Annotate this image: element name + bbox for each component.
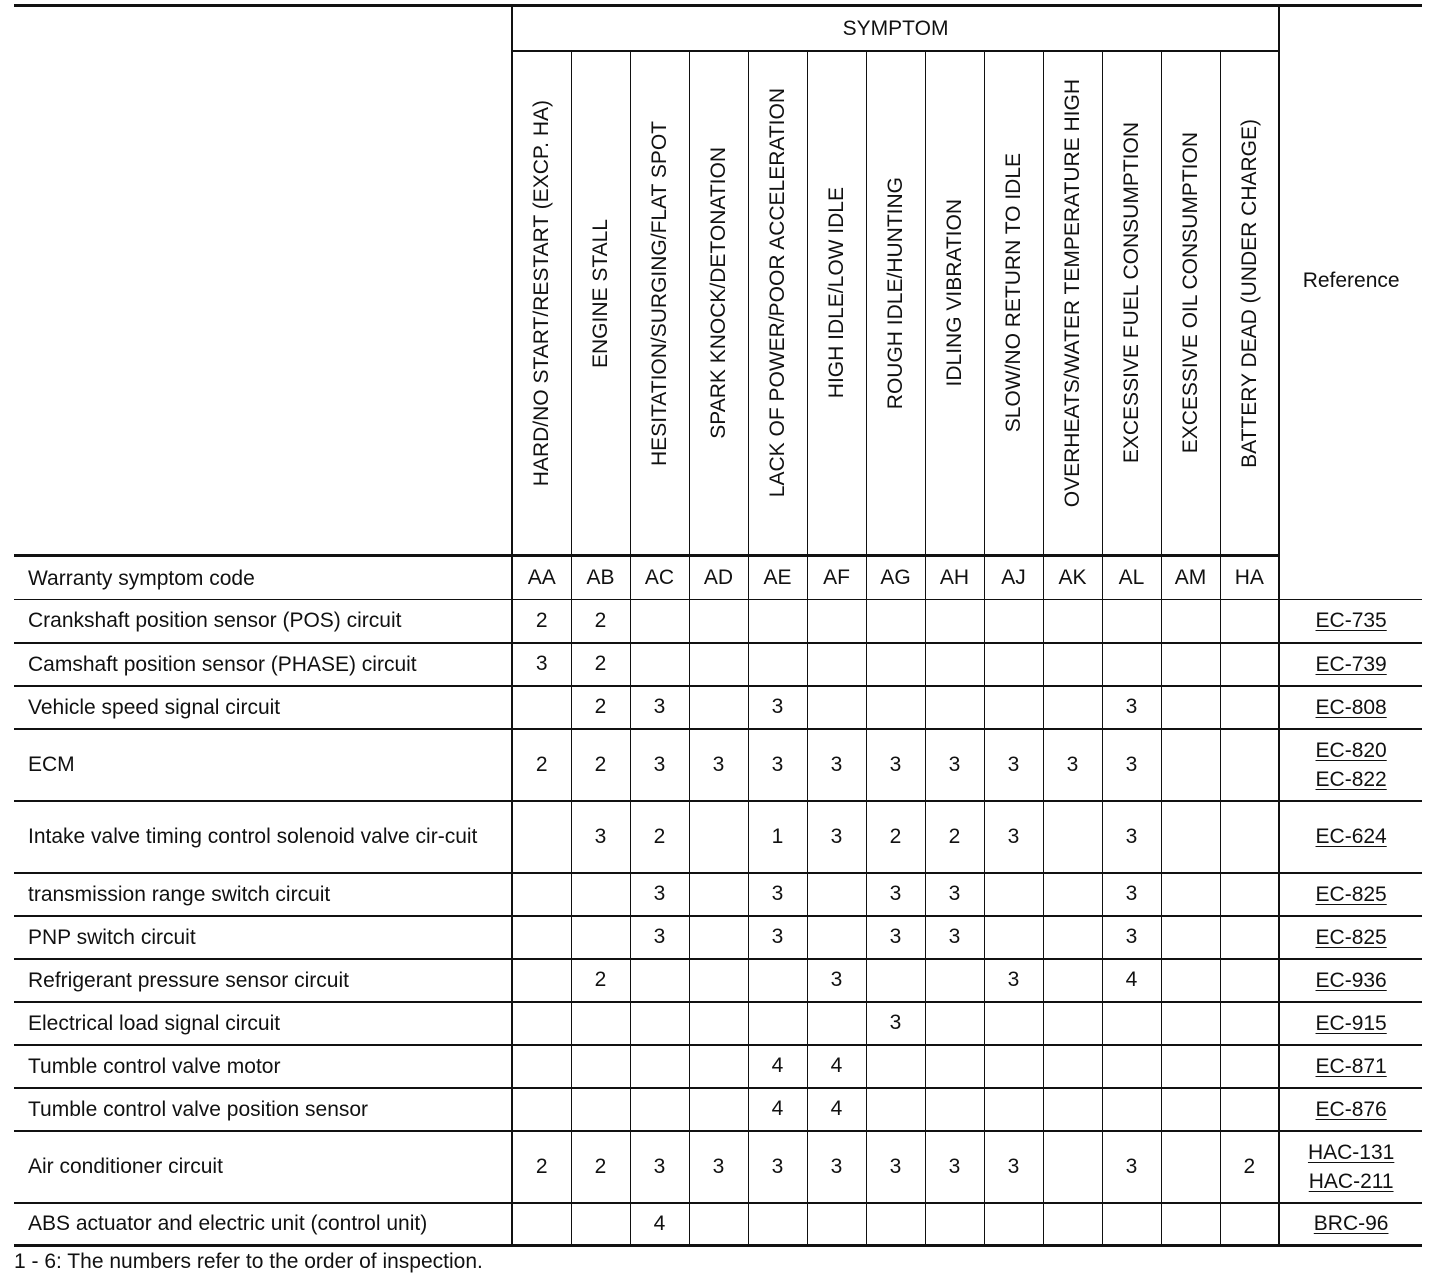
inspection-order-cell: 2 — [571, 959, 630, 1002]
inspection-order-cell: 3 — [748, 686, 807, 729]
warranty-code-cell: AC — [630, 556, 689, 600]
inspection-order-cell — [571, 1045, 630, 1088]
symptom-label: EXCESSIVE OIL CONSUMPTION — [1179, 132, 1202, 454]
warranty-code-row — [14, 556, 1422, 600]
inspection-order-cell: 3 — [984, 959, 1043, 1002]
inspection-order-cell — [866, 686, 925, 729]
inspection-order-cell: 3 — [512, 643, 571, 686]
inspection-order-cell — [984, 600, 1043, 643]
inspection-order-cell — [1102, 1002, 1161, 1045]
inspection-order-cell — [1161, 643, 1220, 686]
inspection-order-cell — [984, 916, 1043, 959]
inspection-order-cell — [689, 873, 748, 916]
reference-cell — [1279, 916, 1422, 959]
inspection-order-cell — [1043, 1045, 1102, 1088]
inspection-order-cell — [925, 1088, 984, 1131]
inspection-order-cell — [689, 1088, 748, 1131]
inspection-order-cell: 3 — [630, 686, 689, 729]
symptom-column-header — [984, 51, 1043, 556]
symptom-table — [14, 4, 1422, 1247]
inspection-order-cell — [630, 959, 689, 1002]
inspection-order-cell — [1161, 1045, 1220, 1088]
reference-cell — [1279, 873, 1422, 916]
reference-link[interactable]: EC-825 — [1315, 882, 1387, 906]
inspection-order-cell — [925, 1045, 984, 1088]
table-row — [14, 1045, 1422, 1088]
inspection-order-cell — [689, 686, 748, 729]
inspection-order-cell: 4 — [630, 1203, 689, 1246]
warranty-code-cell: HA — [1220, 556, 1279, 600]
inspection-order-cell — [630, 600, 689, 643]
inspection-order-cell — [1043, 1131, 1102, 1203]
table-row — [14, 729, 1422, 801]
row-label: Air conditioner circuit — [14, 1131, 512, 1203]
reference-cell — [1279, 643, 1422, 686]
symptom-label: HARD/NO START/RESTART (EXCP. HA) — [530, 99, 554, 487]
inspection-order-cell: 2 — [571, 600, 630, 643]
symptom-column-header — [630, 51, 689, 556]
reference-link[interactable]: EC-876 — [1315, 1097, 1387, 1121]
inspection-order-cell: 2 — [1220, 1131, 1279, 1203]
symptom-column-header — [689, 51, 748, 556]
inspection-order-cell: 3 — [689, 729, 748, 801]
inspection-order-cell — [925, 1203, 984, 1246]
inspection-order-cell — [689, 1203, 748, 1246]
table-corner — [14, 6, 512, 556]
inspection-order-cell: 4 — [748, 1045, 807, 1088]
reference-cell — [1279, 1088, 1422, 1131]
inspection-order-cell — [866, 959, 925, 1002]
symptom-column-header — [1220, 51, 1279, 556]
inspection-order-cell: 3 — [748, 1131, 807, 1203]
inspection-order-cell: 3 — [925, 729, 984, 801]
row-label: Tumble control valve motor — [14, 1045, 512, 1088]
inspection-order-cell — [630, 643, 689, 686]
inspection-order-cell — [925, 643, 984, 686]
inspection-order-cell — [1161, 1203, 1220, 1246]
inspection-order-cell — [807, 643, 866, 686]
inspection-order-cell: 3 — [866, 916, 925, 959]
inspection-order-cell: 3 — [866, 729, 925, 801]
inspection-order-cell — [512, 873, 571, 916]
inspection-order-cell: 3 — [807, 729, 866, 801]
inspection-order-cell — [512, 1088, 571, 1131]
inspection-order-cell — [1043, 801, 1102, 873]
inspection-order-cell — [984, 1088, 1043, 1131]
inspection-order-cell: 3 — [630, 916, 689, 959]
table-row — [14, 686, 1422, 729]
symptom-column-header — [512, 51, 571, 556]
inspection-order-cell: 3 — [689, 1131, 748, 1203]
inspection-order-cell — [1161, 801, 1220, 873]
inspection-order-cell — [1043, 959, 1102, 1002]
reference-cell — [1279, 1002, 1422, 1045]
inspection-order-cell — [512, 1203, 571, 1246]
inspection-order-cell: 3 — [925, 1131, 984, 1203]
reference-link[interactable]: EC-822 — [1315, 767, 1387, 791]
inspection-order-cell — [1161, 600, 1220, 643]
inspection-order-cell — [1043, 916, 1102, 959]
symptom-label: EXCESSIVE FUEL CONSUMPTION — [1120, 122, 1143, 464]
row-label: PNP switch circuit — [14, 916, 512, 959]
inspection-order-cell — [866, 600, 925, 643]
inspection-order-cell — [630, 1088, 689, 1131]
inspection-order-cell — [866, 1088, 925, 1131]
inspection-order-cell — [984, 1045, 1043, 1088]
inspection-order-cell — [630, 1002, 689, 1045]
inspection-order-cell — [1220, 1002, 1279, 1045]
inspection-order-cell — [866, 1203, 925, 1246]
inspection-order-cell — [1043, 686, 1102, 729]
inspection-order-cell — [1161, 916, 1220, 959]
inspection-order-cell: 3 — [748, 916, 807, 959]
inspection-order-cell — [1102, 1203, 1161, 1246]
inspection-order-cell — [689, 1045, 748, 1088]
inspection-order-cell — [925, 686, 984, 729]
inspection-order-cell: 3 — [866, 1131, 925, 1203]
reference-link[interactable]: EC-808 — [1315, 695, 1387, 719]
symptom-column-header — [1043, 51, 1102, 556]
inspection-order-cell — [807, 873, 866, 916]
inspection-order-cell — [512, 916, 571, 959]
inspection-order-cell: 3 — [748, 729, 807, 801]
inspection-order-cell — [1161, 1131, 1220, 1203]
inspection-order-cell — [571, 1088, 630, 1131]
inspection-order-cell: 3 — [925, 873, 984, 916]
inspection-order-cell: 3 — [630, 729, 689, 801]
table-row — [14, 1088, 1422, 1131]
table-row — [14, 873, 1422, 916]
inspection-order-cell: 2 — [925, 801, 984, 873]
inspection-order-cell — [1102, 600, 1161, 643]
inspection-order-cell — [689, 600, 748, 643]
row-label: ABS actuator and electric unit (control unit) — [14, 1203, 512, 1246]
warranty-code-cell: AH — [925, 556, 984, 600]
inspection-order-cell — [1043, 643, 1102, 686]
inspection-order-cell — [689, 1002, 748, 1045]
inspection-order-cell — [689, 959, 748, 1002]
table-row — [14, 1203, 1422, 1246]
reference-link[interactable]: EC-825 — [1315, 925, 1387, 949]
inspection-order-cell: 3 — [1102, 801, 1161, 873]
reference-cell — [1279, 801, 1422, 873]
inspection-order-cell: 3 — [866, 1002, 925, 1045]
reference-link[interactable]: EC-936 — [1315, 968, 1387, 992]
symptom-label: OVERHEATS/WATER TEMPERATURE HIGH — [1061, 78, 1084, 508]
inspection-order-cell: 3 — [984, 1131, 1043, 1203]
warranty-code-cell: AG — [866, 556, 925, 600]
warranty-code-cell: AD — [689, 556, 748, 600]
inspection-order-cell: 2 — [571, 686, 630, 729]
row-label: Intake valve timing control solenoid valve cir-cuit — [14, 801, 512, 873]
reference-cell — [1279, 1045, 1422, 1088]
inspection-order-cell — [984, 686, 1043, 729]
reference-empty-cell — [1279, 556, 1422, 600]
table-row — [14, 916, 1422, 959]
inspection-order-cell: 2 — [512, 600, 571, 643]
symptom-label: ROUGH IDLE/HUNTING — [884, 176, 907, 410]
inspection-order-cell — [866, 643, 925, 686]
inspection-order-cell — [807, 1203, 866, 1246]
inspection-order-cell: 3 — [866, 873, 925, 916]
inspection-order-cell — [984, 1002, 1043, 1045]
inspection-order-cell — [1161, 1088, 1220, 1131]
inspection-order-cell: 3 — [807, 801, 866, 873]
inspection-order-cell — [925, 959, 984, 1002]
inspection-order-cell: 2 — [512, 1131, 571, 1203]
reference-link[interactable]: EC-871 — [1315, 1054, 1387, 1078]
inspection-order-cell — [571, 1002, 630, 1045]
inspection-order-cell — [1220, 959, 1279, 1002]
reference-link[interactable]: EC-915 — [1315, 1011, 1387, 1035]
inspection-order-cell: 4 — [748, 1088, 807, 1131]
symptom-label: ENGINE STALL — [589, 218, 612, 368]
inspection-order-cell — [1220, 1088, 1279, 1131]
warranty-code-cell: AJ — [984, 556, 1043, 600]
reference-cell — [1279, 1203, 1422, 1246]
inspection-order-cell — [689, 916, 748, 959]
reference-link[interactable]: EC-624 — [1315, 825, 1387, 848]
warranty-code-cell: AM — [1161, 556, 1220, 600]
reference-header: Reference — [1279, 6, 1422, 556]
inspection-order-cell — [807, 686, 866, 729]
inspection-order-cell — [866, 1045, 925, 1088]
inspection-order-cell — [1043, 873, 1102, 916]
inspection-order-cell: 1 — [748, 801, 807, 873]
inspection-order-cell: 3 — [984, 729, 1043, 801]
inspection-order-cell: 3 — [571, 801, 630, 873]
inspection-order-cell — [1220, 643, 1279, 686]
inspection-order-cell: 3 — [1102, 686, 1161, 729]
inspection-order-cell — [1220, 686, 1279, 729]
row-label: Tumble control valve position sensor — [14, 1088, 512, 1131]
inspection-order-cell — [1161, 1002, 1220, 1045]
inspection-order-cell: 3 — [1102, 729, 1161, 801]
inspection-order-cell: 3 — [630, 873, 689, 916]
warranty-code-cell: AK — [1043, 556, 1102, 600]
symptom-column-header — [1161, 51, 1220, 556]
warranty-code-cell: AA — [512, 556, 571, 600]
inspection-order-cell: 4 — [1102, 959, 1161, 1002]
inspection-order-cell — [748, 1203, 807, 1246]
table-row — [14, 959, 1422, 1002]
inspection-order-cell: 3 — [1043, 729, 1102, 801]
inspection-order-cell — [1220, 1045, 1279, 1088]
inspection-order-cell: 2 — [571, 1131, 630, 1203]
row-label: Refrigerant pressure sensor circuit — [14, 959, 512, 1002]
inspection-order-cell — [512, 686, 571, 729]
inspection-order-cell: 3 — [984, 801, 1043, 873]
inspection-order-cell: 3 — [748, 873, 807, 916]
symptom-label: IDLING VIBRATION — [943, 199, 966, 387]
table-row — [14, 801, 1422, 873]
inspection-order-cell: 3 — [807, 959, 866, 1002]
inspection-order-cell: 3 — [630, 1131, 689, 1203]
warranty-code-cell: AB — [571, 556, 630, 600]
inspection-order-cell — [1043, 1088, 1102, 1131]
inspection-order-cell — [984, 1203, 1043, 1246]
inspection-order-cell — [1161, 873, 1220, 916]
inspection-order-cell: 2 — [866, 801, 925, 873]
symptom-column-header — [866, 51, 925, 556]
table-row — [14, 1131, 1422, 1203]
reference-link[interactable]: HAC-131 — [1307, 1140, 1395, 1164]
code-row-label: Warranty symptom code — [14, 556, 512, 600]
inspection-order-cell — [689, 643, 748, 686]
inspection-order-cell — [1220, 801, 1279, 873]
table-row — [14, 643, 1422, 686]
symptom-column-header — [807, 51, 866, 556]
symptom-label: HIGH IDLE/LOW IDLE — [825, 187, 848, 399]
inspection-order-cell — [984, 873, 1043, 916]
inspection-order-cell: 2 — [630, 801, 689, 873]
reference-link[interactable]: EC-735 — [1315, 609, 1387, 633]
warranty-code-cell: AL — [1102, 556, 1161, 600]
inspection-order-cell — [689, 801, 748, 873]
inspection-order-cell: 2 — [512, 729, 571, 801]
table-row — [14, 1002, 1422, 1045]
inspection-order-cell — [807, 1002, 866, 1045]
inspection-order-cell — [807, 916, 866, 959]
reference-cell — [1279, 959, 1422, 1002]
inspection-order-cell — [630, 1045, 689, 1088]
symptom-label: BATTERY DEAD (UNDER CHARGE) — [1237, 118, 1261, 468]
inspection-order-cell: 4 — [807, 1045, 866, 1088]
symptom-column-header — [925, 51, 984, 556]
symptom-label: HESITATION/SURGING/FLAT SPOT — [648, 120, 671, 466]
symptom-column-header — [1102, 51, 1161, 556]
inspection-order-cell — [1102, 643, 1161, 686]
reference-link[interactable]: HAC-211 — [1308, 1169, 1394, 1193]
inspection-order-cell — [1220, 873, 1279, 916]
reference-link[interactable]: EC-820 — [1315, 738, 1387, 762]
reference-link[interactable]: EC-739 — [1315, 652, 1387, 676]
inspection-order-cell — [571, 1203, 630, 1246]
inspection-order-cell — [1161, 959, 1220, 1002]
inspection-order-cell: 3 — [1102, 1131, 1161, 1203]
symptom-column-header — [571, 51, 630, 556]
table-row — [14, 600, 1422, 643]
inspection-order-cell: 3 — [1102, 916, 1161, 959]
table-body — [14, 556, 1422, 1246]
inspection-order-cell — [807, 600, 866, 643]
inspection-order-cell — [1161, 729, 1220, 801]
inspection-order-cell — [571, 916, 630, 959]
row-label: Vehicle speed signal circuit — [14, 686, 512, 729]
inspection-order-cell: 3 — [807, 1131, 866, 1203]
inspection-order-cell — [1102, 1088, 1161, 1131]
inspection-order-cell — [1043, 1203, 1102, 1246]
reference-link[interactable]: BRC-96 — [1313, 1212, 1389, 1236]
inspection-order-cell — [571, 873, 630, 916]
inspection-order-cell — [748, 600, 807, 643]
inspection-order-cell — [1220, 916, 1279, 959]
symptom-label: LACK OF POWER/POOR ACCELERATION — [766, 88, 789, 498]
row-label: Crankshaft position sensor (POS) circuit — [14, 600, 512, 643]
symptom-title: SYMPTOM — [512, 6, 1279, 52]
reference-cell — [1279, 729, 1422, 801]
inspection-order-cell — [748, 643, 807, 686]
warranty-code-cell: AE — [748, 556, 807, 600]
inspection-order-cell: 2 — [571, 729, 630, 801]
footnote: 1 - 6: The numbers refer to the order of inspection. — [14, 1250, 483, 1273]
warranty-code-cell: AF — [807, 556, 866, 600]
inspection-order-cell: 2 — [571, 643, 630, 686]
row-label: Camshaft position sensor (PHASE) circuit — [14, 643, 512, 686]
inspection-order-cell — [984, 643, 1043, 686]
inspection-order-cell — [512, 1045, 571, 1088]
reference-cell — [1279, 1131, 1422, 1203]
inspection-order-cell — [925, 600, 984, 643]
inspection-order-cell: 4 — [807, 1088, 866, 1131]
inspection-order-cell — [1161, 686, 1220, 729]
inspection-order-cell: 3 — [1102, 873, 1161, 916]
inspection-order-cell — [512, 959, 571, 1002]
inspection-order-cell — [925, 1002, 984, 1045]
inspection-order-cell — [748, 959, 807, 1002]
row-label: Electrical load signal circuit — [14, 1002, 512, 1045]
row-label: ECM — [14, 729, 512, 801]
inspection-order-cell — [1043, 1002, 1102, 1045]
inspection-order-cell — [1043, 600, 1102, 643]
symptom-column-header — [748, 51, 807, 556]
reference-cell — [1279, 600, 1422, 643]
inspection-order-cell — [1220, 600, 1279, 643]
inspection-order-cell: 3 — [925, 916, 984, 959]
inspection-order-cell — [512, 1002, 571, 1045]
inspection-order-cell — [512, 801, 571, 873]
inspection-order-cell — [1220, 729, 1279, 801]
symptom-label: SLOW/NO RETURN TO IDLE — [1002, 153, 1025, 433]
symptom-label: SPARK KNOCK/DETONATION — [707, 147, 730, 439]
reference-cell — [1279, 686, 1422, 729]
inspection-order-cell — [1102, 1045, 1161, 1088]
inspection-order-cell — [1220, 1203, 1279, 1246]
row-label: transmission range switch circuit — [14, 873, 512, 916]
inspection-order-cell — [748, 1002, 807, 1045]
